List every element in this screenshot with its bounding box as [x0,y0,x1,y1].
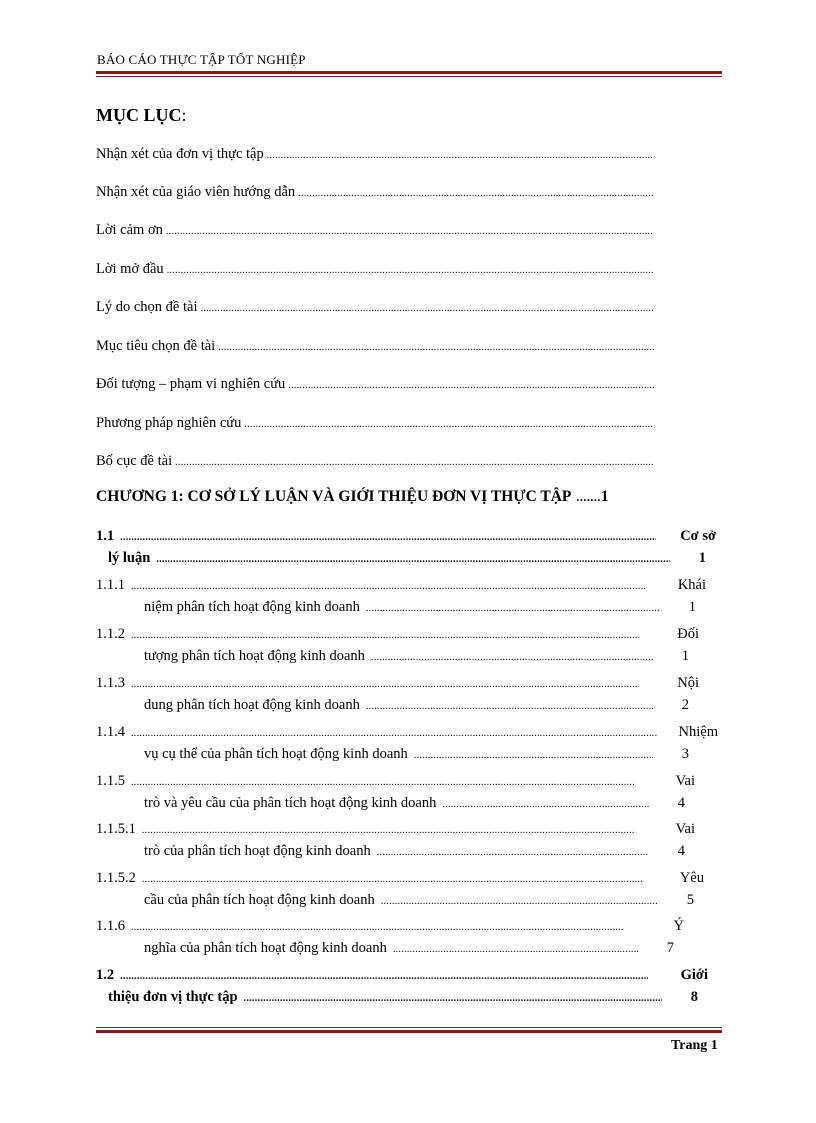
footer-rule-thin [96,1027,722,1028]
toc-section-1-1-5[interactable]: 1.1.5 ..... Vai trò và yêu cầu của phân tích hoạt động kinh doanh ..... 4 [96,773,695,817]
chapter-dots: ....... [576,490,601,504]
toc-entry-advisor-comments[interactable]: Nhận xét của giáo viên hướng dẫn ..... [96,184,654,204]
page-header-title: BÁO CÁO THỰC TẬP TỐT NGHIỆP [97,52,306,67]
toc-entry-introduction[interactable]: Lời mở đầu ..... [96,261,654,281]
toc-section-1-1-4[interactable]: 1.1.4 ..... Nhiệm vụ cụ thể của phân tích hoạt động kinh doanh ..... 3 [96,724,718,768]
chapter-page: 1 [600,488,609,505]
toc-entry-structure[interactable]: Bố cục đề tài ..... [96,453,654,473]
header-rule-thick [96,71,722,74]
toc-entry-scope[interactable]: Đối tượng – phạm vi nghiên cứu ..... [96,376,654,396]
toc-title: MỤC LỤC: [96,105,187,125]
toc-section-1-1-5-1[interactable]: 1.1.5.1 ..... Vai trò của phân tích hoạt động kinh doanh ..... 4 [96,821,695,865]
toc-section-1-1-2[interactable]: 1.1.2 ..... Đối tượng phân tích hoạt động kinh doanh ..... 1 [96,626,699,670]
toc-section-1-1[interactable]: 1.1 ..... Cơ sở lý luận ..... 1 [96,528,716,572]
page-number: Trang 1 [671,1038,718,1053]
toc-entry-topic-reason[interactable]: Lý do chọn đề tài ..... [96,299,654,319]
toc-section-1-1-6[interactable]: 1.1.6 ..... Ý nghĩa của phân tích hoạt động kinh doanh ..... 7 [96,918,684,962]
footer-rule-thick [96,1030,722,1033]
toc-section-1-2[interactable]: 1.2 ..... Giới thiệu đơn vị thực tập ..... 8 [96,967,708,1011]
toc-section-1-1-3[interactable]: 1.1.3 ..... Nội dung phân tích hoạt động kinh doanh ..... 2 [96,675,699,719]
toc-section-1-1-5-2[interactable]: 1.1.5.2 ..... Yêu cầu của phân tích hoạt động kinh doanh ..... 5 [96,870,704,914]
toc-section-1-1-1[interactable]: 1.1.1 ..... Khái niệm phân tích hoạt động kinh doanh ..... 1 [96,577,706,621]
toc-chapter-1[interactable] [96,488,670,510]
toc-entry-acknowledgements[interactable]: Lời cảm ơn ..... [96,222,654,242]
chapter-title: CHƯƠNG 1: CƠ SỞ LÝ LUẬN VÀ GIỚI THIỆU ĐƠN VỊ THỰC TẬP [96,488,572,505]
toc-entry-unit-comments[interactable]: Nhận xét của đơn vị thực tập ..... [96,146,654,166]
header-rule-thin [96,76,722,77]
toc-entry-methods[interactable]: Phương pháp nghiên cứu ..... [96,415,654,435]
toc-entry-topic-goals[interactable]: Mục tiêu chọn đề tài ..... [96,338,654,358]
